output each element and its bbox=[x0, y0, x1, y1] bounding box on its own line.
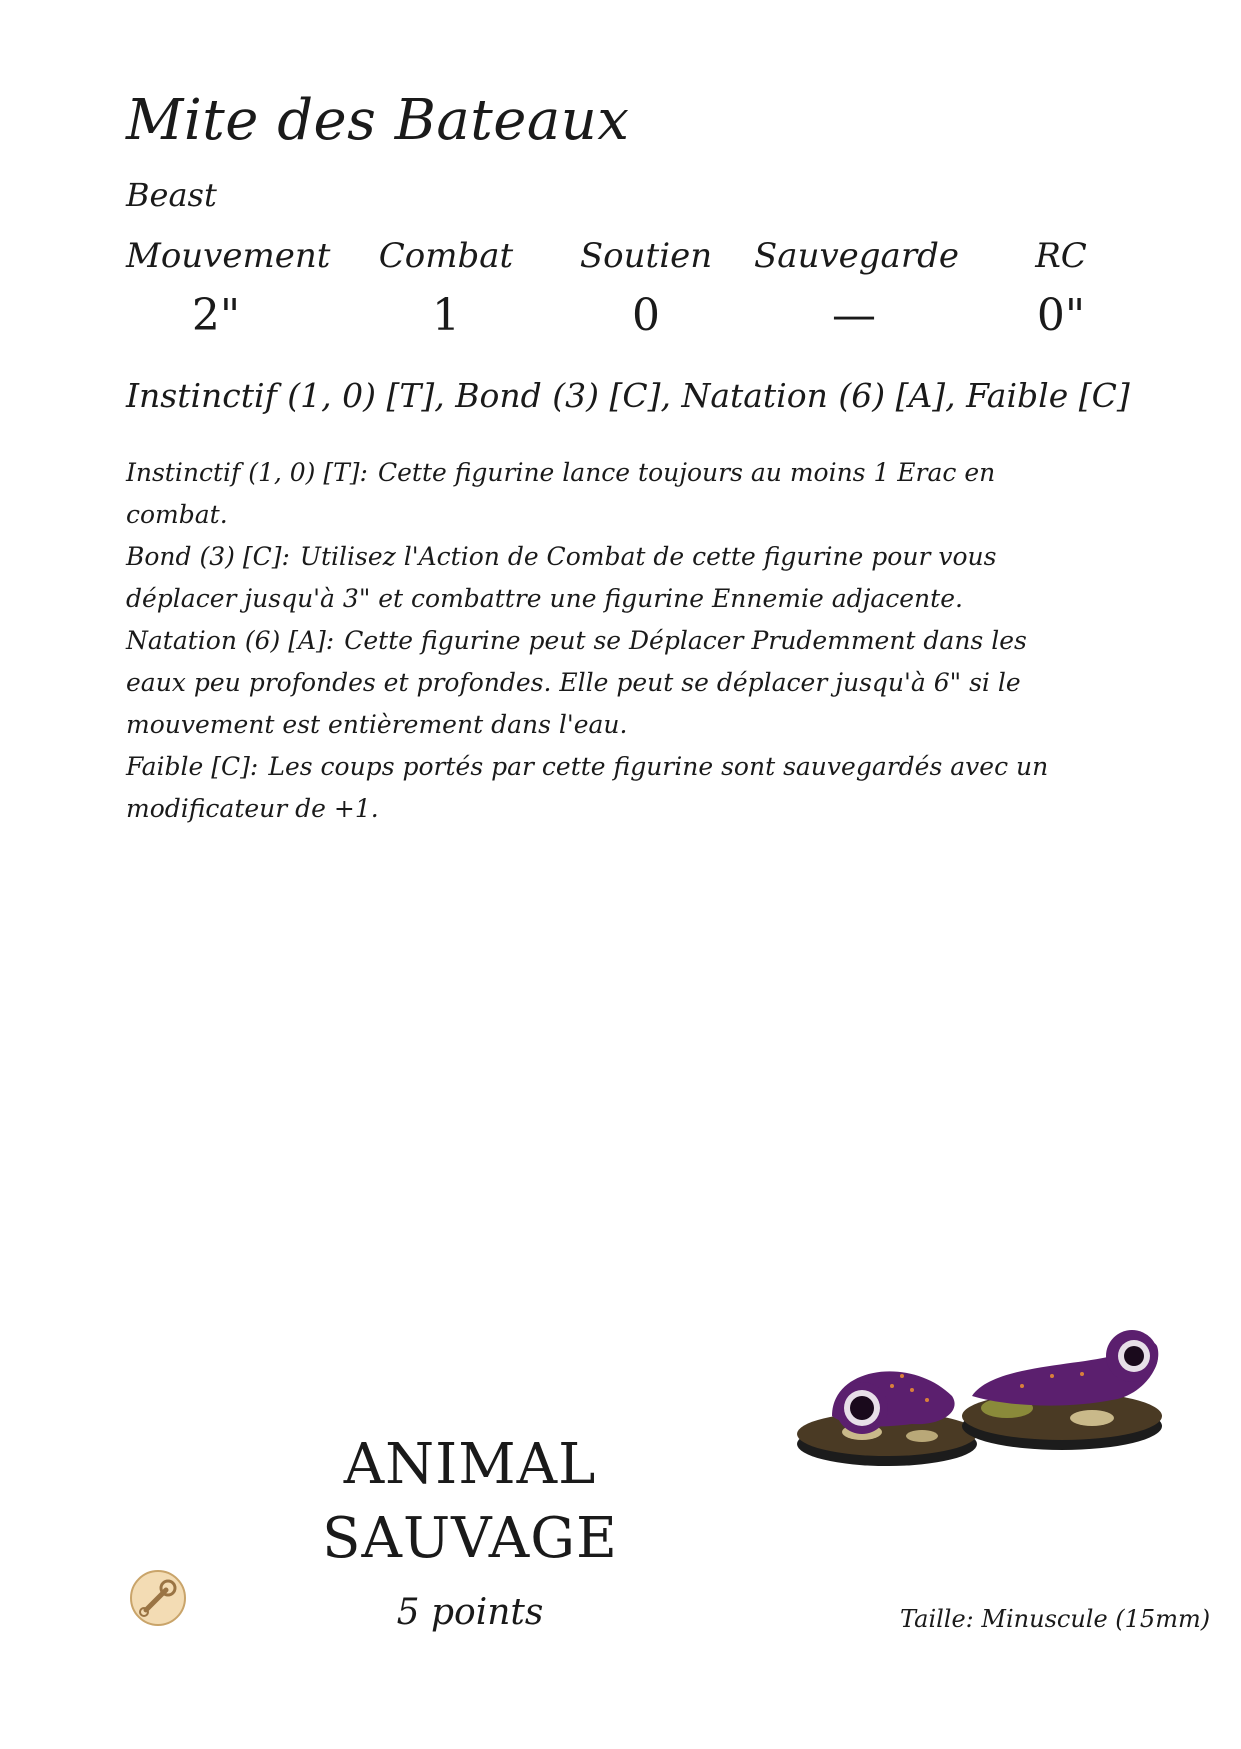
stat-value: 0" bbox=[1036, 290, 1086, 341]
faction-name bbox=[300, 1428, 640, 1576]
points-cost: 5 points bbox=[396, 1592, 544, 1633]
rule-name: Faible [C]: bbox=[126, 752, 259, 781]
stat-label: Combat bbox=[378, 236, 514, 276]
card-title: Mite des Bateaux bbox=[126, 88, 630, 153]
stat-movement bbox=[126, 236, 331, 341]
creature-type: Beast bbox=[126, 176, 217, 214]
rule-instinctif bbox=[126, 452, 1086, 536]
miniature-photo bbox=[792, 1316, 1172, 1476]
rule-name: Natation (6) [A]: bbox=[126, 626, 335, 655]
wrench-emblem-icon bbox=[128, 1568, 188, 1628]
rule-text: Cette figurine peut se Déplacer Prudemment dans les eaux peu profondes et profondes. Elle peut se déplacer jusqu'à 6" si le mouvement est entièrement dans l'eau. bbox=[126, 626, 1027, 739]
rule-text: Utilisez l'Action de Combat de cette figurine pour vous déplacer jusqu'à 3" et combattre une figurine Ennemie adjacente. bbox=[126, 542, 997, 613]
rule-bond bbox=[126, 536, 1086, 620]
stat-label: Soutien bbox=[579, 236, 713, 276]
rule-name: Instinctif (1, 0) [T]: bbox=[126, 458, 368, 487]
rule-text: Cette figurine lance toujours au moins 1 Erac en combat. bbox=[126, 458, 996, 529]
rule-natation bbox=[126, 620, 1086, 746]
stat-value: 1 bbox=[432, 290, 460, 341]
stat-label: RC bbox=[1035, 236, 1087, 276]
stat-value: 0 bbox=[632, 290, 660, 341]
stat-combat bbox=[356, 236, 536, 341]
faction-line: ANIMAL bbox=[343, 1432, 597, 1497]
stat-label: Mouvement bbox=[126, 236, 331, 276]
size-label: Taille: Minuscule (15mm) bbox=[900, 1605, 1211, 1633]
stat-value: 2" bbox=[191, 290, 241, 341]
stat-block bbox=[126, 236, 1116, 346]
rule-text: Les coups portés par cette figurine sont sauvegardés avec un modificateur de +1. bbox=[126, 752, 1049, 823]
rule-faible bbox=[126, 746, 1086, 830]
traits-summary: Instinctif (1, 0) [T], Bond (3) [C], Natation (6) [A], Faible [C] bbox=[126, 376, 1130, 415]
stat-value: — bbox=[832, 290, 876, 341]
faction-line: SAUVAGE bbox=[322, 1506, 618, 1571]
stat-save bbox=[754, 236, 959, 341]
stat-support bbox=[556, 236, 736, 341]
rules-list bbox=[126, 452, 1086, 830]
stat-label: Sauvegarde bbox=[754, 236, 959, 276]
stat-rc bbox=[1006, 236, 1116, 341]
rule-name: Bond (3) [C]: bbox=[126, 542, 290, 571]
